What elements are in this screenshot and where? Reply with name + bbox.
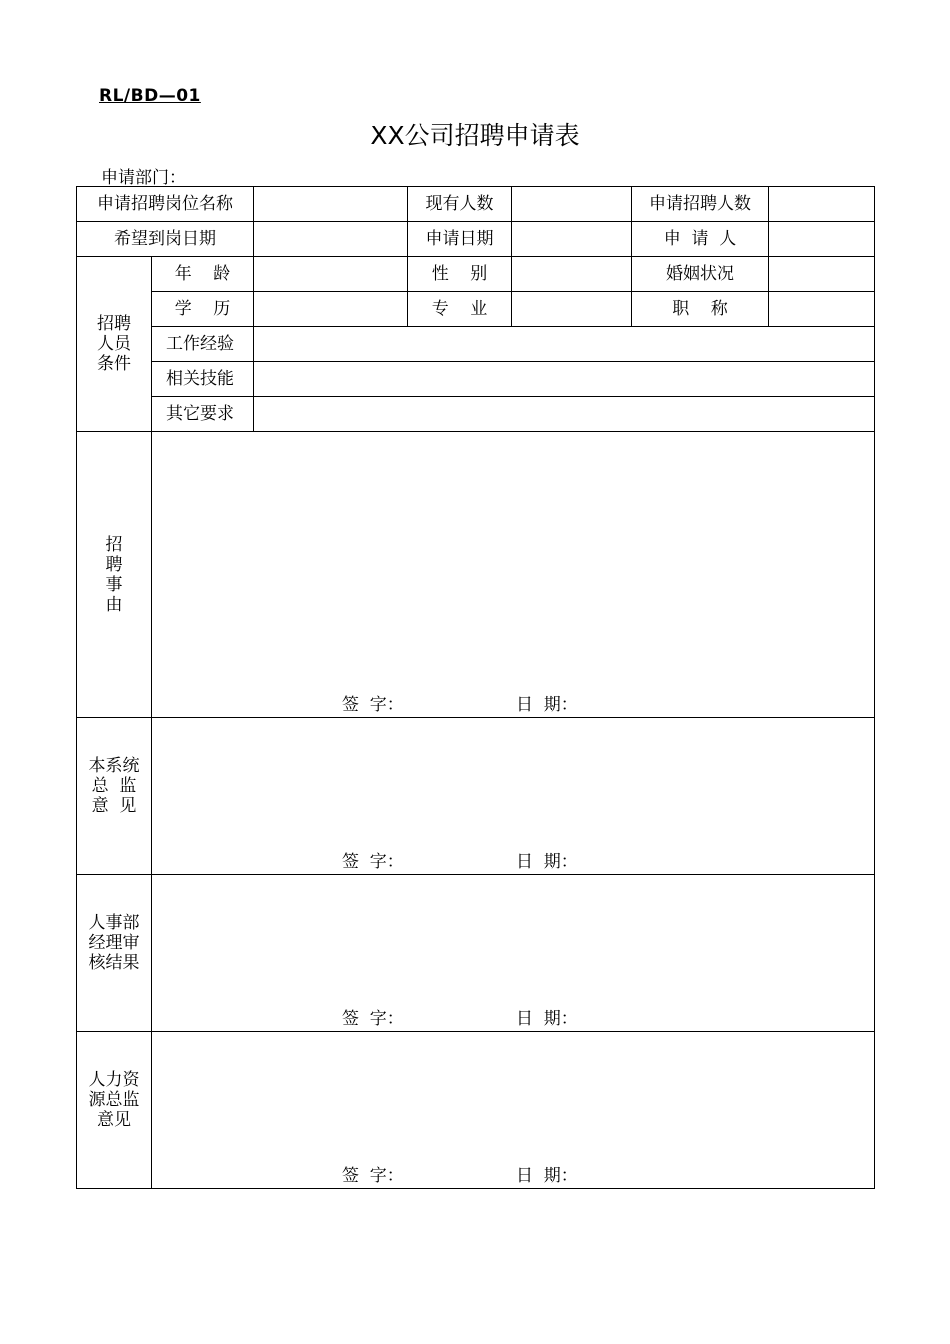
requirements-label-line: 条件: [97, 354, 131, 374]
sign-label: 签 字：: [342, 852, 404, 872]
other-requirements-field[interactable]: [254, 397, 875, 432]
reason-label-char: 由: [105, 594, 123, 615]
requirements-group-label: [77, 257, 152, 432]
reason-label-char: 事: [105, 574, 123, 595]
arrival-date-field[interactable]: [254, 222, 408, 257]
form-row-position: [77, 187, 875, 222]
form-row-skills: [77, 362, 875, 397]
reason-label: [77, 432, 152, 718]
marital-label: 婚姻状况: [632, 257, 769, 292]
gender-field[interactable]: [512, 257, 632, 292]
other-requirements-label: 其它要求: [152, 397, 254, 432]
hr-director-label-line: 源总监: [88, 1090, 140, 1110]
hr-manager-review-label: [77, 875, 152, 1032]
requirements-label-line: 人员: [97, 334, 131, 354]
age-label: 年 龄: [152, 257, 254, 292]
position-name-label: 申请招聘岗位名称: [77, 187, 254, 222]
major-field[interactable]: [512, 292, 632, 327]
applicant-label: 申 请 人: [632, 222, 769, 257]
form-title: XX公司招聘申请表: [370, 121, 580, 150]
hr-director-label-line: 意见: [97, 1110, 131, 1130]
director-label-line: 总 监: [91, 776, 137, 796]
form-row-experience: [77, 327, 875, 362]
hr-manager-label-line: 核结果: [88, 953, 140, 973]
apply-date-label: 申请日期: [408, 222, 512, 257]
skills-label: 相关技能: [152, 362, 254, 397]
form-row-other: [77, 397, 875, 432]
date-label: 日 期：: [516, 1166, 578, 1186]
form-row-hr-manager-review: [77, 875, 875, 1032]
sign-label: 签 字：: [342, 1009, 404, 1029]
gender-label: 性 别: [408, 257, 512, 292]
form-row-director-opinion: [77, 718, 875, 875]
request-count-label: 申请招聘人数: [632, 187, 769, 222]
reason-label-char: 招: [105, 534, 123, 555]
experience-field[interactable]: [254, 327, 875, 362]
age-field[interactable]: [254, 257, 408, 292]
current-count-field[interactable]: [512, 187, 632, 222]
education-field[interactable]: [254, 292, 408, 327]
current-count-label: 现有人数: [408, 187, 512, 222]
date-label: 日 期：: [516, 852, 578, 872]
applicant-field[interactable]: [769, 222, 875, 257]
director-opinion-field[interactable]: [152, 718, 875, 875]
signature-line: [152, 1166, 874, 1188]
form-row-hr-director-opinion: [77, 1032, 875, 1189]
signature-line: [152, 852, 874, 874]
education-label: 学 历: [152, 292, 254, 327]
sign-label: 签 字：: [342, 695, 404, 715]
experience-label: 工作经验: [152, 327, 254, 362]
signature-line: [152, 1009, 874, 1031]
hr-director-opinion-label: [77, 1032, 152, 1189]
director-label-line: 本系统: [88, 756, 140, 776]
document-code: RL/BD—01: [99, 86, 201, 106]
department-label: 申请部门：: [101, 168, 186, 188]
professional-title-label: 职 称: [632, 292, 769, 327]
signature-line: [152, 695, 874, 717]
director-label-line: 意 见: [91, 796, 137, 816]
arrival-date-label: 希望到岗日期: [77, 222, 254, 257]
form-row-dates: [77, 222, 875, 257]
date-label: 日 期：: [516, 695, 578, 715]
director-opinion-label: [77, 718, 152, 875]
marital-field[interactable]: [769, 257, 875, 292]
hr-manager-label-line: 经理审: [88, 933, 140, 953]
position-name-field[interactable]: [254, 187, 408, 222]
request-count-field[interactable]: [769, 187, 875, 222]
major-label: 专 业: [408, 292, 512, 327]
sign-label: 签 字：: [342, 1166, 404, 1186]
hr-director-opinion-field[interactable]: [152, 1032, 875, 1189]
professional-title-field[interactable]: [769, 292, 875, 327]
recruitment-form-table: [76, 186, 875, 1189]
form-row-reason: [77, 432, 875, 718]
hr-manager-label-line: 人事部: [88, 913, 140, 933]
reason-field[interactable]: [152, 432, 875, 718]
reason-label-char: 聘: [105, 554, 123, 575]
hr-director-label-line: 人力资: [88, 1070, 140, 1090]
date-label: 日 期：: [516, 1009, 578, 1029]
apply-date-field[interactable]: [512, 222, 632, 257]
form-row-age: [77, 257, 875, 292]
skills-field[interactable]: [254, 362, 875, 397]
hr-manager-review-field[interactable]: [152, 875, 875, 1032]
form-row-education: [77, 292, 875, 327]
requirements-label-line: 招聘: [97, 314, 131, 334]
